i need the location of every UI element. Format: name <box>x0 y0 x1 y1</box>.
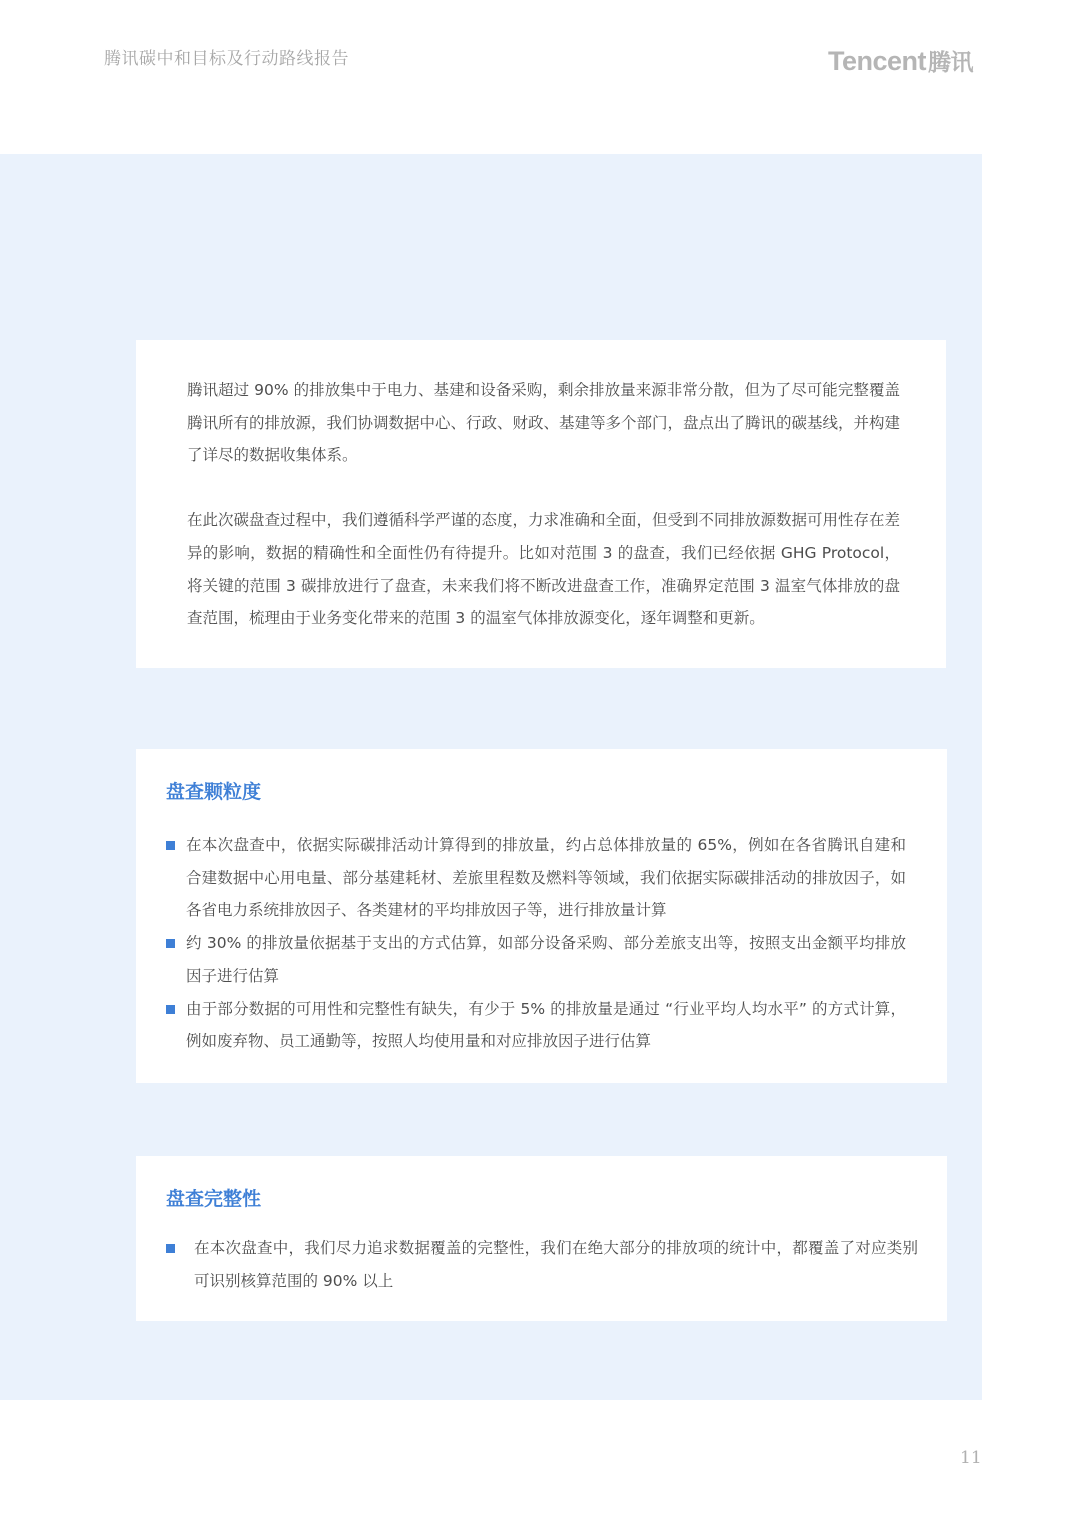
logo-text-cn: 腾讯 <box>928 50 974 76</box>
list-item-text: 在本次盘查中，我们尽力追求数据覆盖的完整性，我们在绝大部分的排放项的统计中，都覆盖了对应类别可识别核算范围的 90% 以上 <box>194 1239 918 1290</box>
section-title-granularity: 盘查颗粒度 <box>166 781 262 803</box>
intro-paragraph: 在此次碳盘查过程中，我们遵循科学严谨的态度，力求准确和全面，但受到不同排放源数据可用性存在差异的影响，数据的精确性和全面性仍有待提升。比如对范围 3 的盘查，我们已经依据 GHG Protocol，将关键的范围 3 碳排放进行了盘查，未来我们将不断改进盘查工作，准确界定范围 3 温室气体排放的盘查范围，梳理由于业务变化带来的范围 3 的温室气体排放源变化，逐年调整和更新。 <box>187 511 901 628</box>
logo-text-en: Tencent <box>828 46 927 76</box>
granularity-card <box>136 749 947 1083</box>
page-number: 11 <box>960 1448 982 1468</box>
tencent-logo <box>828 44 973 77</box>
completeness-list <box>166 1232 918 1297</box>
list-item <box>166 829 906 927</box>
bullet-square-icon <box>166 1244 175 1253</box>
intro-paragraph: 腾讯超过 90% 的排放集中于电力、基建和设备采购，剩余排放量来源非常分散，但为了尽可能完整覆盖腾讯所有的排放源，我们协调数据中心、行政、财政、基建等多个部门，盘点出了腾讯的碳基线，并构建了详尽的数据收集体系。 <box>187 381 901 465</box>
list-item-text: 约 30% 的排放量依据基于支出的方式估算，如部分设备采购、部分差旅支出等，按照支出金额平均排放因子进行估算 <box>186 934 906 985</box>
bullet-square-icon <box>166 1005 175 1014</box>
completeness-card <box>136 1156 947 1321</box>
list-item-text: 由于部分数据的可用性和完整性有缺失，有少于 5% 的排放量是通过 “行业平均人均水平” 的方式计算，例如废弃物、员工通勤等，按照人均使用量和对应排放因子进行估算 <box>186 999 906 1051</box>
bullet-square-icon <box>166 939 175 948</box>
intro-card <box>136 340 946 668</box>
granularity-list <box>166 829 906 1058</box>
report-title: 腾讯碳中和目标及行动路线报告 <box>104 49 349 69</box>
section-title-completeness: 盘查完整性 <box>166 1188 262 1210</box>
list-item-text: 在本次盘查中，依据实际碳排活动计算得到的排放量，约占总体排放量的 65%，例如在各省腾讯自建和合建数据中心用电量、部分基建耗材、差旅里程数及燃料等领域，我们依据实际碳排活动的排放因子，如各省电力系统排放因子、各类建材的平均排放因子等，进行排放量计算 <box>186 836 906 920</box>
list-item <box>166 927 906 992</box>
list-item <box>166 1232 918 1297</box>
list-item <box>166 993 906 1058</box>
bullet-square-icon <box>166 841 175 850</box>
